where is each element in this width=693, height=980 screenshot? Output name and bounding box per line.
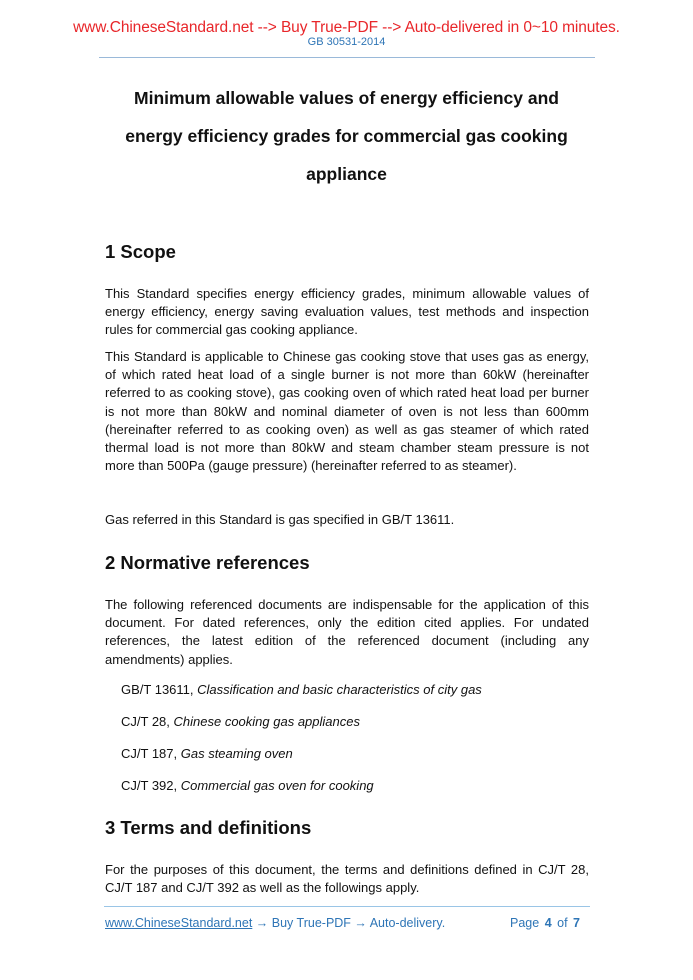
standard-number: GB 30531-2014 (307, 36, 386, 48)
reference-item (121, 681, 482, 699)
footer-site-link[interactable]: www.ChineseStandard.net (105, 916, 253, 930)
footer-divider (104, 906, 590, 907)
reference-item (121, 745, 293, 763)
reference-code: CJ/T 28, (121, 714, 174, 729)
reference-item (121, 777, 374, 795)
reference-title: Classification and basic characteristics of city gas (197, 682, 482, 697)
page-label: Page (510, 916, 540, 930)
document-title (104, 79, 589, 193)
page-total: 7 (573, 916, 580, 930)
title-line-1: Minimum allowable values of energy efficiency and (134, 88, 559, 108)
title-line-2: energy efficiency grades for commercial gas cooking (125, 126, 568, 146)
reference-title: Commercial gas oven for cooking (180, 778, 374, 793)
page-indicator (510, 915, 580, 931)
reference-title: Chinese cooking gas appliances (173, 714, 360, 729)
heading-scope: 1 Scope (105, 241, 176, 262)
title-line-3: appliance (306, 164, 387, 184)
footer-promo-text: → Buy True-PDF → Auto-delivery. (252, 916, 446, 930)
reference-code: GB/T 13611, (121, 682, 198, 697)
header-divider (99, 57, 595, 58)
scope-paragraph-1: This Standard specifies energy efficiency grades, minimum allowable values of energy efficiency, energy saving evaluation values, test methods and inspection rules for commercial gas cooking appliance. (105, 286, 589, 338)
page-of: of (557, 916, 568, 930)
heading-normative-references: 2 Normative references (105, 552, 310, 573)
reference-title: Gas steaming oven (180, 746, 293, 761)
scope-paragraph-3: Gas referred in this Standard is gas specified in GB/T 13611. (105, 512, 455, 527)
footer-promo (105, 915, 445, 931)
page-current: 4 (544, 916, 552, 930)
scope-paragraph-2: This Standard is applicable to Chinese gas cooking stove that uses gas as energy, of which rated heat load of a single burner is not more than 60kW (hereinafter referred to as cooking stove), gas cooking oven of which rated heat load per burner is not more than 80kW and nominal diameter of oven is not less than 600mm (hereinafter referred to as cooking oven) as well as gas steamer of which rated thermal load is not more than 80kW and steam chamber steam pressure is not more than 500Pa (gauge pressure) (hereinafter referred to as steamer). (105, 349, 589, 474)
reference-item (121, 713, 360, 731)
heading-terms-definitions: 3 Terms and definitions (105, 817, 312, 838)
reference-code: CJ/T 392, (121, 778, 181, 793)
normative-paragraph: The following referenced documents are indispensable for the application of this document. For dated references, only the edition cited applies. For undated references, the latest edition of the referenced document (including any amendments) applies. (105, 597, 589, 667)
reference-code: CJ/T 187, (121, 746, 181, 761)
promo-banner[interactable]: www.ChineseStandard.net --> Buy True-PDF --> Auto-delivered in 0~10 minutes. (73, 19, 620, 36)
terms-paragraph: For the purposes of this document, the terms and definitions defined in CJ/T 28, CJ/T 187 and CJ/T 392 as well as the followings apply. (105, 862, 589, 896)
